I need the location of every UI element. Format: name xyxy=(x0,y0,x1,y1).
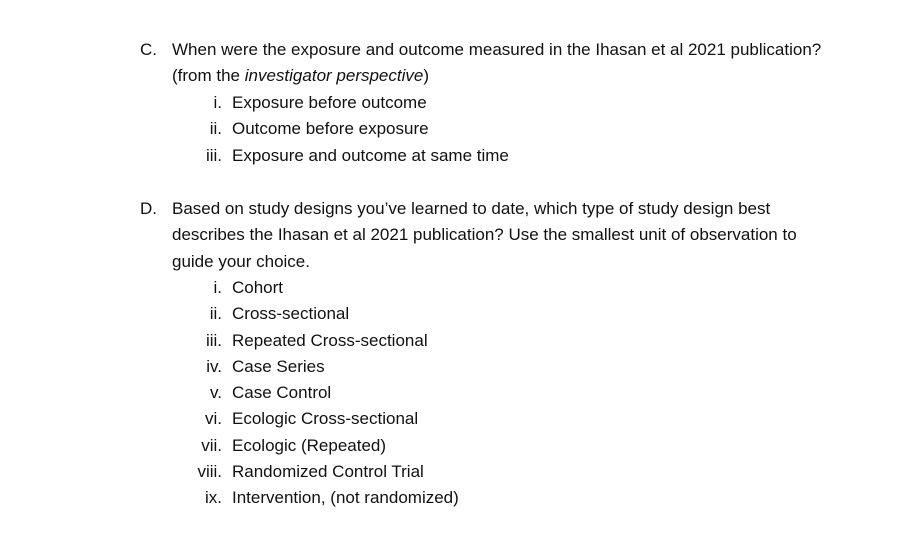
question-d-text: Based on study designs you’ve learned to date, which type of study design best describes the Ihasan et al 2021 publication? Use the smallest unit of observation to guide your choice. xyxy=(172,199,797,271)
option-number: ix. xyxy=(205,488,222,508)
option-label: Repeated Cross-sectional xyxy=(232,330,428,350)
list-item xyxy=(0,143,902,169)
option-label: Outcome before exposure xyxy=(232,119,429,139)
list-item xyxy=(0,380,902,406)
list-item xyxy=(0,301,902,327)
option-label: Case Control xyxy=(232,383,332,403)
option-number: v. xyxy=(210,383,222,403)
option-number: iv. xyxy=(206,356,222,376)
list-item xyxy=(0,328,902,354)
option-label: Exposure and outcome at same time xyxy=(232,145,509,165)
option-label: Intervention, (not randomized) xyxy=(232,488,459,508)
option-label: Cohort xyxy=(232,278,284,297)
question-c-emphasis: investigator perspective xyxy=(244,66,424,86)
option-number: iii. xyxy=(205,145,222,165)
option-label: Randomized Control Trial xyxy=(232,462,424,482)
option-label: Exposure before outcome xyxy=(232,93,427,112)
question-c-text-end: ) xyxy=(423,66,430,86)
option-number: ii. xyxy=(209,304,222,324)
option-label: Cross-sectional xyxy=(232,304,350,324)
option-number: viii. xyxy=(197,462,222,482)
list-item xyxy=(0,406,902,432)
question-d-letter: D. xyxy=(140,199,157,218)
option-number: ii. xyxy=(209,119,222,139)
question-c-letter: C. xyxy=(140,40,157,59)
list-item xyxy=(0,485,902,511)
option-number: i. xyxy=(213,278,222,297)
option-label: Case Series xyxy=(232,356,325,376)
list-item xyxy=(0,275,902,301)
list-item xyxy=(0,433,902,459)
list-item xyxy=(0,116,902,142)
option-label: Ecologic Cross-sectional xyxy=(232,409,419,429)
option-number: i. xyxy=(213,93,222,112)
list-item xyxy=(0,459,902,485)
option-number: vi. xyxy=(205,409,222,429)
option-number: iii. xyxy=(205,330,222,350)
list-item xyxy=(0,90,902,116)
option-label: Ecologic (Repeated) xyxy=(232,435,387,455)
question-c-text xyxy=(172,37,842,90)
question-c-options xyxy=(0,90,902,169)
list-item xyxy=(0,354,902,380)
question-c-text-start: When were the exposure and outcome measured in the Ihasan et al 2021 publication? (from the xyxy=(172,40,822,86)
question-d-options xyxy=(0,275,902,512)
option-number: vii. xyxy=(201,435,222,455)
